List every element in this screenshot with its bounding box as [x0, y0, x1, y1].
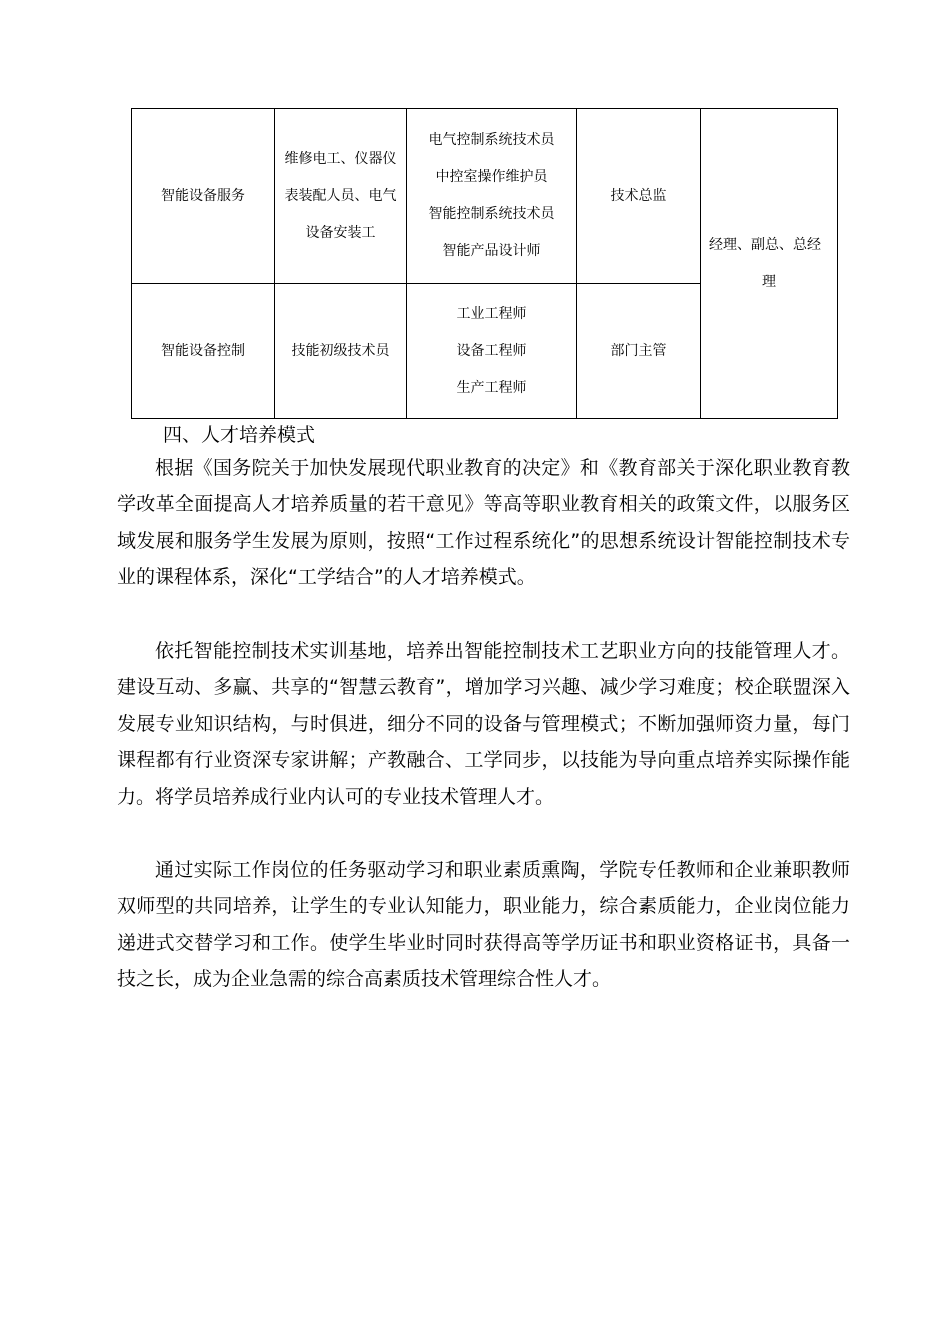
section-heading: 四、人才培养模式: [163, 424, 316, 446]
positions-cell: [407, 109, 577, 284]
position-line: 中控室操作维护员: [435, 169, 548, 185]
field-cell: 智能设备服务: [132, 109, 275, 284]
senior-level-cell: [701, 109, 838, 419]
mid-level-cell: 部门主管: [577, 284, 701, 419]
senior-line: 理: [762, 273, 776, 290]
entry-line: 表装配人员、电气: [284, 187, 397, 204]
body-paragraph: 根据《国务院关于加快发展现代职业教育的决定》和《教育部关于深化职业教育教学改革全面提高人才培养质量的若干意见》等高等职业教育相关的政策文件，以服务区域发展和服务学生发展为原则，按照“工作过程系统化”的思想系统设计智能控制技术专业的课程体系，深化“工学结合”的人才培养模式。: [117, 457, 850, 589]
career-path-table: [131, 108, 838, 419]
position-line: 生产工程师: [456, 379, 527, 396]
position-line: 智能控制系统技术员: [428, 206, 555, 222]
position-line: 设备工程师: [456, 342, 527, 359]
mid-level-cell: 技术总监: [577, 109, 701, 284]
entry-line: 设备安装工: [305, 224, 376, 241]
positions-cell: [407, 284, 577, 419]
senior-line: 经理、副总、总经: [709, 236, 821, 253]
field-cell: 智能设备控制: [132, 284, 275, 419]
position-line: 智能产品设计师: [442, 243, 541, 259]
position-line: 电气控制系统技术员: [428, 132, 555, 148]
entry-level-cell: 技能初级技术员: [275, 284, 407, 419]
entry-level-cell: [275, 109, 407, 284]
position-line: 工业工程师: [456, 305, 527, 322]
body-paragraph: 依托智能控制技术实训基地，培养出智能控制技术工艺职业方向的技能管理人才。建设互动、多赢、共享的“智慧云教育”，增加学习兴趣、减少学习难度；校企联盟深入发展专业知识结构，与时俱进，细分不同的设备与管理模式；不断加强师资力量，每门课程都有行业资深专家讲解；产教融合、工学同步，以技能为导向重点培养实际操作能力。将学员培养成行业内认可的专业技术管理人才。: [117, 640, 850, 808]
table-row: [132, 109, 838, 284]
entry-line: 维修电工、仪器仪: [284, 150, 397, 167]
body-paragraph: 通过实际工作岗位的任务驱动学习和职业素质熏陶，学院专任教师和企业兼职教师双师型的共同培养，让学生的专业认知能力，职业能力，综合素质能力，企业岗位能力递进式交替学习和工作。使学生毕业时同时获得高等学历证书和职业资格证书，具备一技之长，成为企业急需的综合高素质技术管理综合性人才。: [117, 859, 850, 991]
